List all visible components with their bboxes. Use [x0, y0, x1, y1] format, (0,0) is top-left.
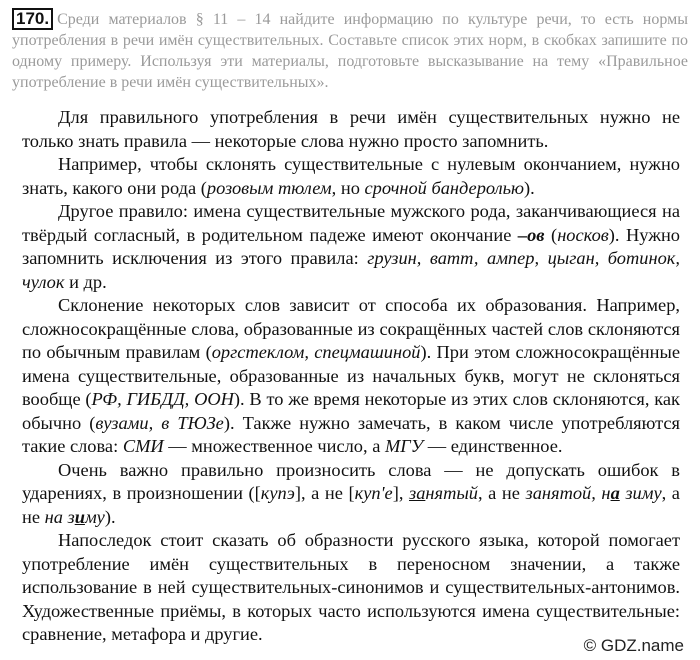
paragraph-3: Другое правило: имена существительные мужского рода, заканчивающиеся на твёрдый согласный, в родительном падеже имеют окончание –ов (носков). Нужно запомнить исключения из этого правила: грузин, ватт, ампер, цыган, ботинок, чулок и др. [22, 201, 680, 292]
paragraph-2: Например, чтобы склонять существительные с нулевым окончанием, нужно знать, какого они рода (розовым тюлем, но срочной бандеролью). [22, 154, 680, 198]
task-number: 170. [12, 8, 53, 30]
watermark: © GDZ.name [583, 636, 684, 655]
paragraph-1: Для правильного употребления в речи имён существительных нужно не только знать правила — некоторые слова нужно просто запомнить. [22, 107, 680, 151]
paragraph-4: Склонение некоторых слов зависит от способа их образования. Например, сложносокращённые слова, образованные из сокращённых частей слов склоняются по обычным правилам (оргстеклом, спецмашиной). При этом сложносокращённые имена существительные, образованные из начальных букв, могут не склоняться вообще (РФ, ГИБДД, ООН). В то же время некоторые из этих слов склоняются, как обычно (вузами, в ТЮЗе). Также нужно замечать, в каком числе употребляются такие слова: СМИ — множественное число, а МГУ — единственное. [22, 295, 680, 456]
paragraph-5: Очень важно правильно произносить слова — не допускать ошибок в ударениях, в произношении ([купэ], а не [куп'е], занятый, а не занятой, на зиму, а не на зиму). [22, 459, 680, 527]
task-statement [12, 8, 688, 93]
task-text: Среди материалов § 11 – 14 найдите информацию по культуре речи, то есть нормы употребления в речи имён существительных. Составьте список этих норм, в скобках запишите по одному примеру. Используя эти материалы, подготовьте высказывание на тему «Правильное употребление в речи имён существительных». [12, 11, 688, 91]
answer-text [22, 106, 680, 647]
paragraph-6: Напоследок стоит сказать об образности русского языка, которой помогает употребление имён существительных в переносном значении, а также использование в ней существительных-синонимов и существительных-антонимов. Художественные приёмы, в которых часто используются имена существительные: сравнение, метафора и другие. [22, 530, 680, 644]
